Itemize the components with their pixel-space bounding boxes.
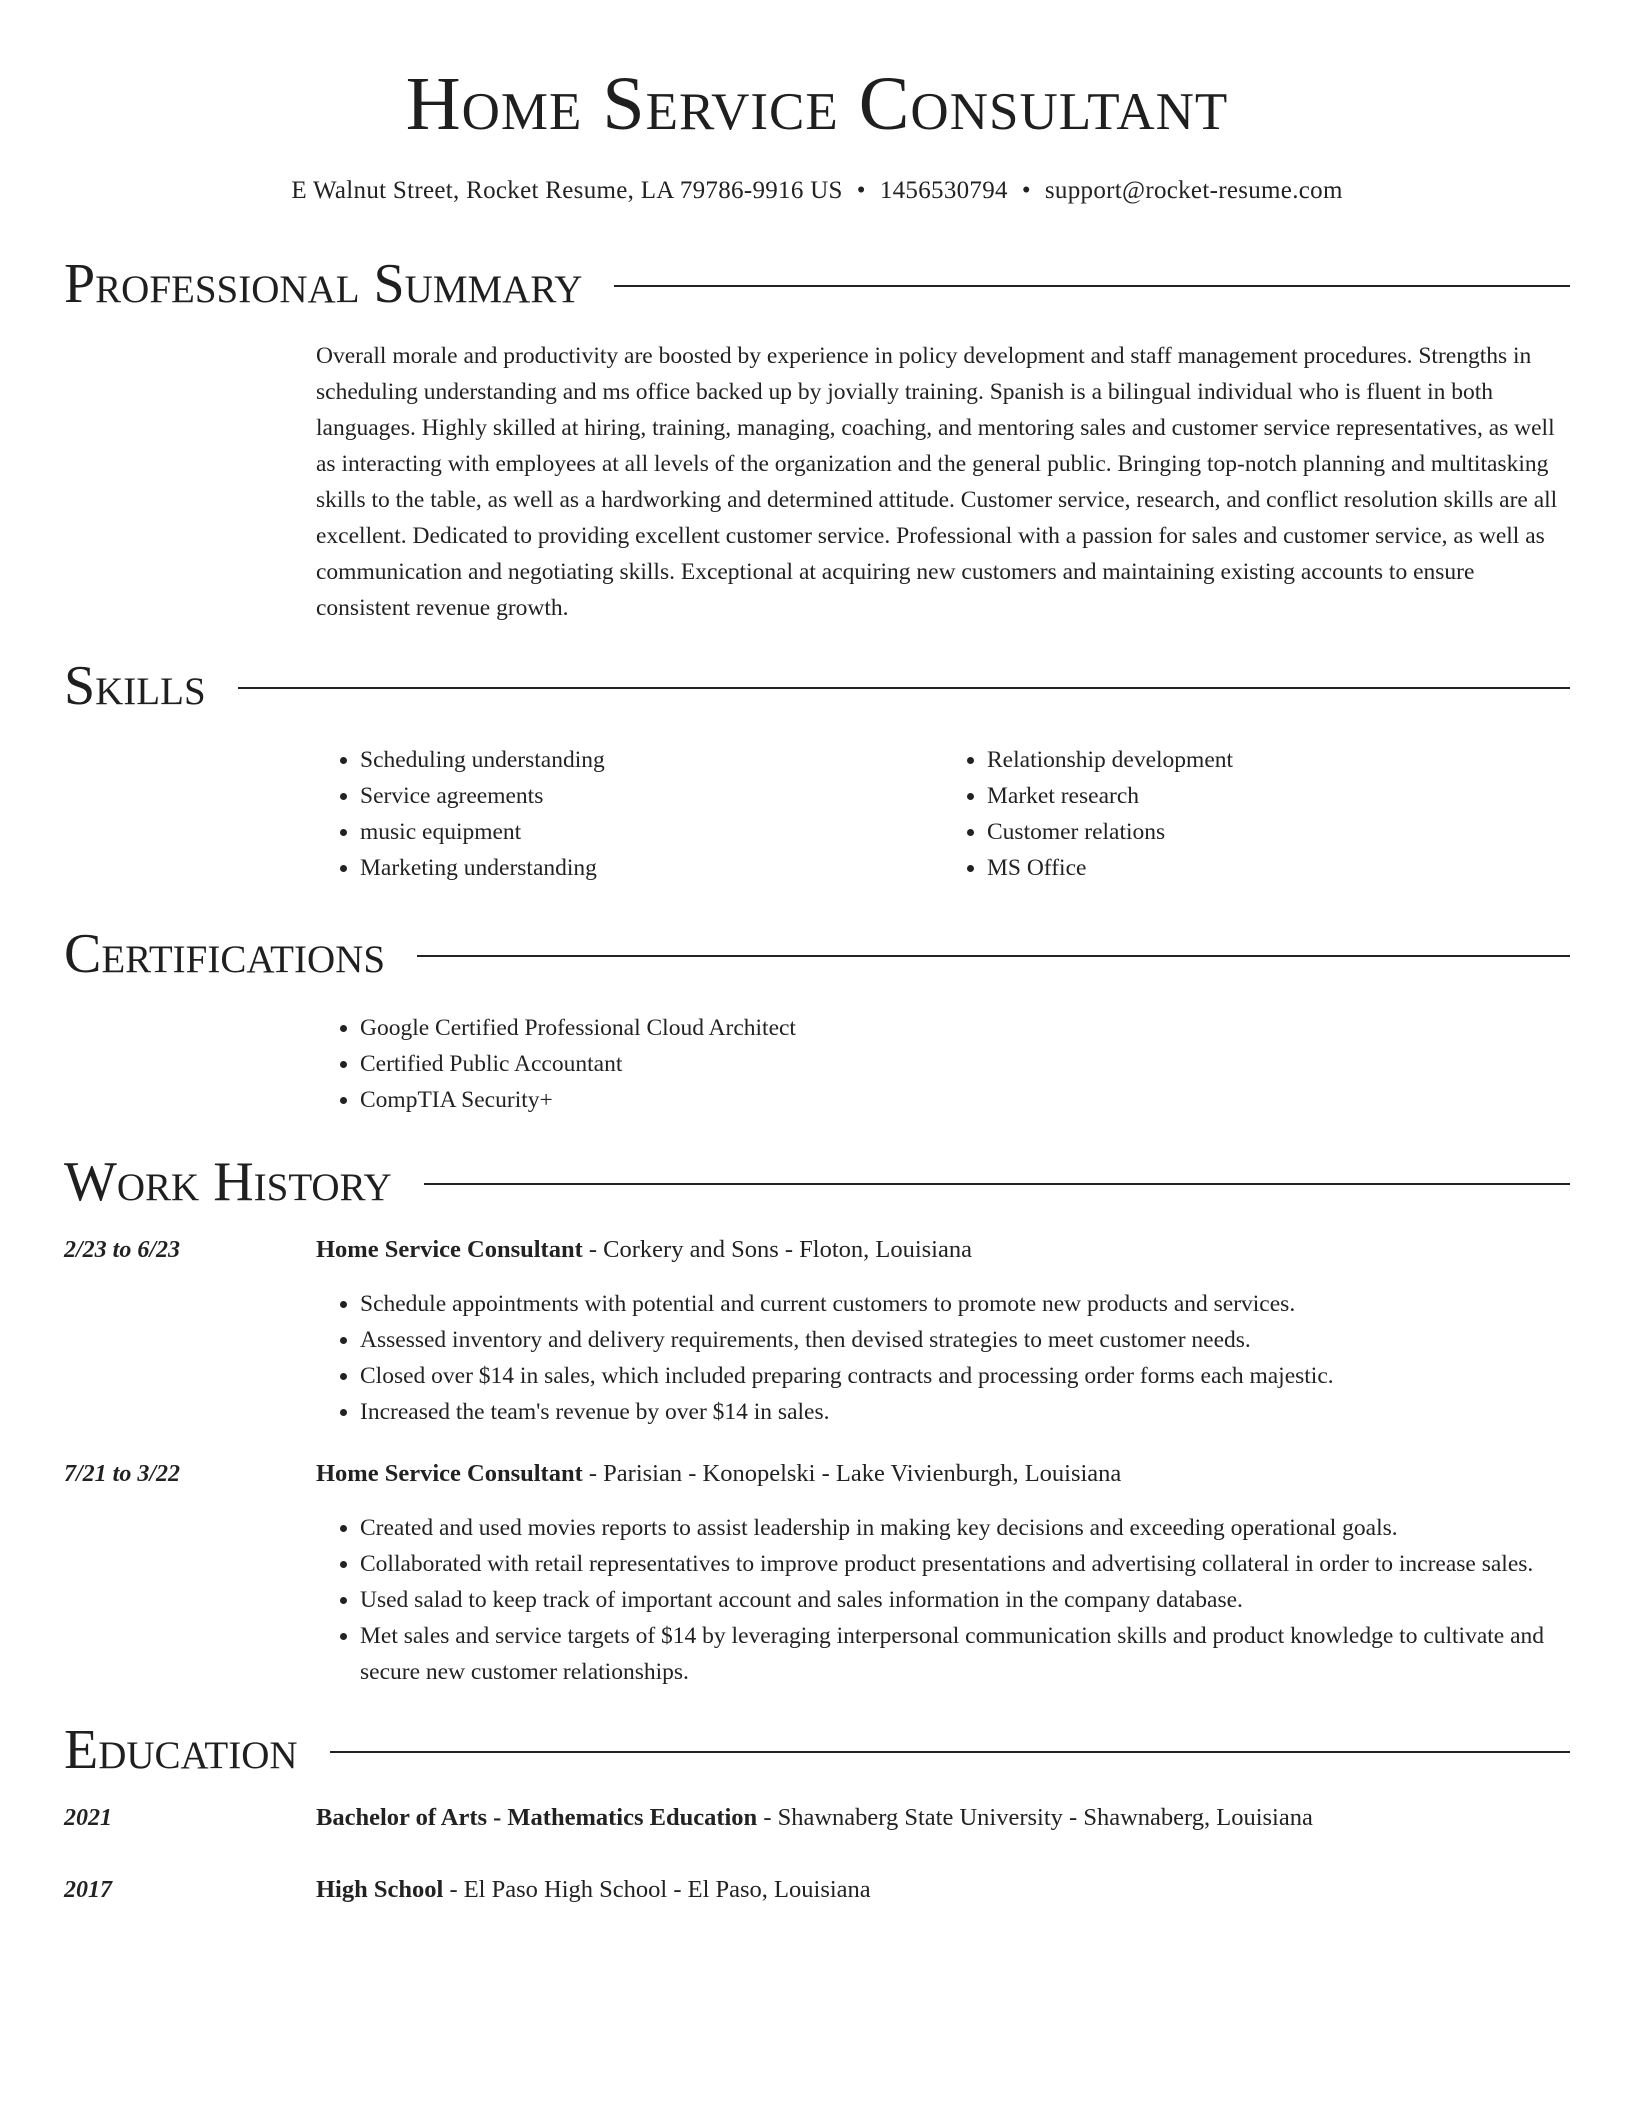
job-duties	[316, 1286, 1570, 1430]
skills-column-left	[316, 742, 943, 886]
education-degree: Bachelor of Arts - Mathematics Education	[316, 1804, 758, 1831]
job-employer: - Parisian - Konopelski - Lake Vivienburgh, Louisiana	[582, 1460, 1122, 1487]
section-divider	[330, 1751, 1570, 1753]
section-divider	[417, 955, 1570, 957]
job-duty: • Assessed inventory and delivery requirements, then devised strategies to meet customer needs.	[360, 1322, 1570, 1358]
section-title-summary: Professional Summary	[64, 253, 583, 315]
job-duty: • Created and used movies reports to assist leadership in making key decisions and exceeding operational goals.	[360, 1510, 1570, 1546]
education-year: 2021	[64, 1805, 112, 1831]
skill-item: • music equipment	[360, 814, 943, 850]
education-school: - Shawnaberg State University - Shawnaberg, Louisiana	[757, 1804, 1313, 1831]
education-entry	[64, 1800, 1570, 1836]
job-entry	[64, 1232, 1570, 1430]
certifications-section-header	[64, 922, 1570, 986]
education-entry	[64, 1872, 1570, 1908]
job-duty: • Used salad to keep track of important account and sales information in the company database.	[360, 1582, 1570, 1618]
section-title-skills: Skills	[64, 655, 206, 717]
summary-section-header	[64, 252, 1570, 316]
certification-item: • Google Certified Professional Cloud Architect	[360, 1010, 1570, 1046]
education-degree: High School	[316, 1876, 444, 1903]
skill-item: • Customer relations	[987, 814, 1570, 850]
skill-item: • Service agreements	[360, 778, 943, 814]
skill-item: • Marketing understanding	[360, 850, 943, 886]
phone: 1456530794	[879, 177, 1008, 204]
certification-item: • CompTIA Security+	[360, 1082, 1570, 1118]
skill-item: • MS Office	[987, 850, 1570, 886]
job-heading	[316, 1232, 1570, 1268]
candidate-name: Home Service Consultant	[405, 62, 1229, 146]
job-duty: • Closed over $14 in sales, which included preparing contracts and processing order forms each majestic.	[360, 1358, 1570, 1394]
skills-column-right	[943, 742, 1570, 886]
job-heading	[316, 1456, 1570, 1492]
job-duty: • Schedule appointments with potential and current customers to promote new products and services.	[360, 1286, 1570, 1322]
job-employer: - Corkery and Sons - Floton, Louisiana	[582, 1236, 972, 1263]
section-divider	[238, 687, 1570, 689]
job-dates: 2/23 to 6/23	[64, 1237, 181, 1263]
education-year: 2017	[64, 1877, 112, 1903]
skill-item: • Relationship development	[987, 742, 1570, 778]
education-school: - El Paso High School - El Paso, Louisiana	[443, 1876, 871, 1903]
education-section-header	[64, 1718, 1570, 1782]
job-title: Home Service Consultant	[316, 1460, 583, 1487]
certifications-list	[316, 1010, 1570, 1118]
section-title-work-history: Work History	[64, 1151, 392, 1213]
job-title: Home Service Consultant	[316, 1236, 583, 1263]
job-duties	[316, 1510, 1570, 1690]
contact-line	[64, 174, 1570, 208]
summary-text: Overall morale and productivity are boosted by experience in policy development and staff management procedures. Strengths in scheduling understanding and ms office backed up by jovially training. Spanish is a bilingual individual who is fluent in both languages. Highly skilled at hiring, training, managing, coaching, and mentoring sales and customer service representatives, as well as interacting with employees at all levels of the organization and the general public. Bringing top-notch planning and multitasking skills to the table, as well as a hardworking and determined attitude. Customer service, research, and conflict resolution skills are all excellent. Dedicated to providing excellent customer service. Professional with a passion for sales and customer service, as well as communication and negotiating skills. Exceptional at acquiring new customers and maintaining existing accounts to ensure consistent revenue growth.	[316, 343, 1558, 621]
section-title-education: Education	[64, 1719, 298, 1781]
separator: •	[1021, 177, 1031, 204]
skills-section-header	[64, 654, 1570, 718]
job-duty: • Collaborated with retail representatives to improve product presentations and advertising collateral in order to increase sales.	[360, 1546, 1570, 1582]
job-dates: 7/21 to 3/22	[64, 1461, 181, 1487]
resume-page	[64, 0, 1570, 1908]
email: support@rocket-resume.com	[1044, 177, 1343, 204]
section-divider	[614, 285, 1570, 287]
skills-list	[316, 742, 1570, 886]
skill-item: • Scheduling understanding	[360, 742, 943, 778]
skill-item: • Market research	[987, 778, 1570, 814]
certification-item: • Certified Public Accountant	[360, 1046, 1570, 1082]
separator: •	[856, 177, 866, 204]
job-duty: • Met sales and service targets of $14 by leveraging interpersonal communication skills and product knowledge to cultivate and secure new customer relationships.	[360, 1618, 1570, 1690]
job-duty: • Increased the team's revenue by over $14 in sales.	[360, 1394, 1570, 1430]
work-history-section-header	[64, 1150, 1570, 1214]
address: E Walnut Street, Rocket Resume, LA 79786-9916 US	[291, 177, 843, 204]
job-entry	[64, 1456, 1570, 1690]
section-divider	[424, 1183, 1570, 1185]
section-title-certifications: Certifications	[64, 923, 386, 985]
